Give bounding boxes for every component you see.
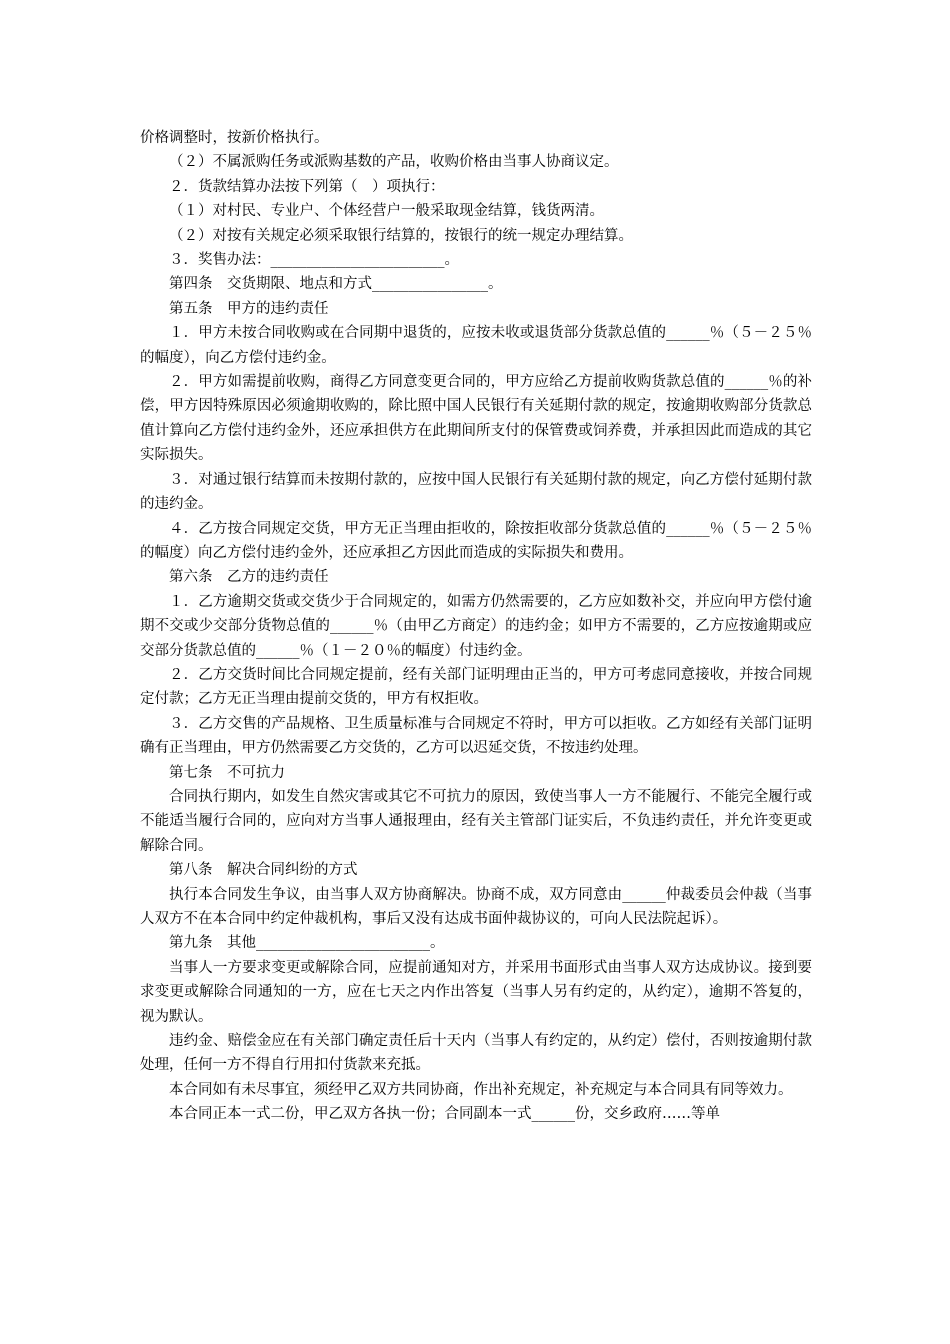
document-page xyxy=(140,126,812,1127)
paragraph: ２．乙方交货时间比合同规定提前，经有关部门证明理由正当的，甲方可考虑同意接收，并按合同规定付款；乙方无正当理由提前交货的，甲方有权拒收。 xyxy=(140,666,812,708)
article-heading: 第九条 其他________________________。 xyxy=(169,935,445,952)
paragraph: 价格调整时，按新价格执行。 xyxy=(140,130,329,146)
paragraph: （２）对按有关规定必须采取银行结算的，按银行的统一规定办理结算。 xyxy=(169,227,633,244)
paragraph: （１）对村民、专业户、个体经营户一般采取现金结算，钱货两清。 xyxy=(169,203,604,220)
article-heading: 第八条 解决合同纠纷的方式 xyxy=(169,862,358,879)
article-heading: 第四条 交货期限、地点和方式________________。 xyxy=(169,276,503,293)
paragraph: １．甲方未按合同收购或在合同期中退货的，应按未收或退货部分货款总值的______％（５－２５％的幅度），向乙方偿付违约金。 xyxy=(140,325,812,366)
paragraph: ２．甲方如需提前收购，商得乙方同意变更合同的，甲方应给乙方提前收购货款总值的______％的补偿，甲方因特殊原因必须逾期收购的，除比照中国人民银行有关延期付款的规定，按逾期收购部分货款总值计算向乙方偿付违约金外，还应承担供方在此期间所支付的保管费或饲养费，并承担因此而造成的其它实际损失。 xyxy=(140,374,812,464)
paragraph: ３．乙方交售的产品规格、卫生质量标准与合同规定不符时，甲方可以拒收。乙方如经有关部门证明确有正当理由，甲方仍然需要乙方交货的，乙方可以迟延交货，不按违约处理。 xyxy=(140,715,812,757)
paragraph: 本合同如有未尽事宜，须经甲乙双方共同协商，作出补充规定，补充规定与本合同具有同等效力。 xyxy=(169,1081,793,1098)
paragraph: 违约金、赔偿金应在有关部门确定责任后十天内（当事人有约定的，从约定）偿付，否则按逾期付款处理，任何一方不得自行用扣付货款来充抵。 xyxy=(140,1033,812,1074)
paragraph: 当事人一方要求变更或解除合同，应提前通知对方，并采用书面形式由当事人双方达成协议。接到要求变更或解除合同通知的一方，应在七天之内作出答复（当事人另有约定的，从约定），逾期不答复的，视为默认。 xyxy=(140,959,812,1025)
paragraph: １．乙方逾期交货或交货少于合同规定的，如需方仍然需要的，乙方应如数补交，并应向甲方偿付逾期不交或少交部分货物总值的______％（由甲乙方商定）的违约金；如甲方不需要的，乙方应按逾期或应交部分货款总值的______％（１－２０％的幅度）付违约金。 xyxy=(140,593,812,659)
paragraph: ２．货款结算办法按下列第（ ）项执行： xyxy=(169,178,445,195)
paragraph: ３．对通过银行结算而未按期付款的，应按中国人民银行有关延期付款的规定，向乙方偿付延期付款的违约金。 xyxy=(140,471,812,513)
paragraph: 合同执行期内，如发生自然灾害或其它不可抗力的原因，致使当事人一方不能履行、不能完全履行或不能适当履行合同的，应向对方当事人通报理由，经有关主管部门证实后，不负违约责任，并允许变更或解除合同。 xyxy=(140,788,812,854)
paragraph: ４．乙方按合同规定交货，甲方无正当理由拒收的，除按拒收部分货款总值的______％（５－２５％的幅度）向乙方偿付违约金外，还应承担乙方因此而造成的实际损失和费用。 xyxy=(140,520,812,561)
article-heading: 第七条 不可抗力 xyxy=(169,764,285,781)
paragraph: （２）不属派购任务或派购基数的产品，收购价格由当事人协商议定。 xyxy=(169,154,619,171)
article-heading: 第五条 甲方的违约责任 xyxy=(169,300,329,317)
paragraph: 执行本合同发生争议，由当事人双方协商解决。协商不成，双方同意由______仲裁委员会仲裁（当事人双方不在本合同中约定仲裁机构，事后又没有达成书面仲裁协议的，可向人民法院起诉）。 xyxy=(140,886,812,927)
article-heading: 第六条 乙方的违约责任 xyxy=(169,569,329,586)
paragraph: 本合同正本一式二份，甲乙双方各执一份；合同副本一式______份，交乡政府……等单 xyxy=(169,1106,720,1123)
paragraph: ３．奖售办法：________________________。 xyxy=(169,252,459,269)
